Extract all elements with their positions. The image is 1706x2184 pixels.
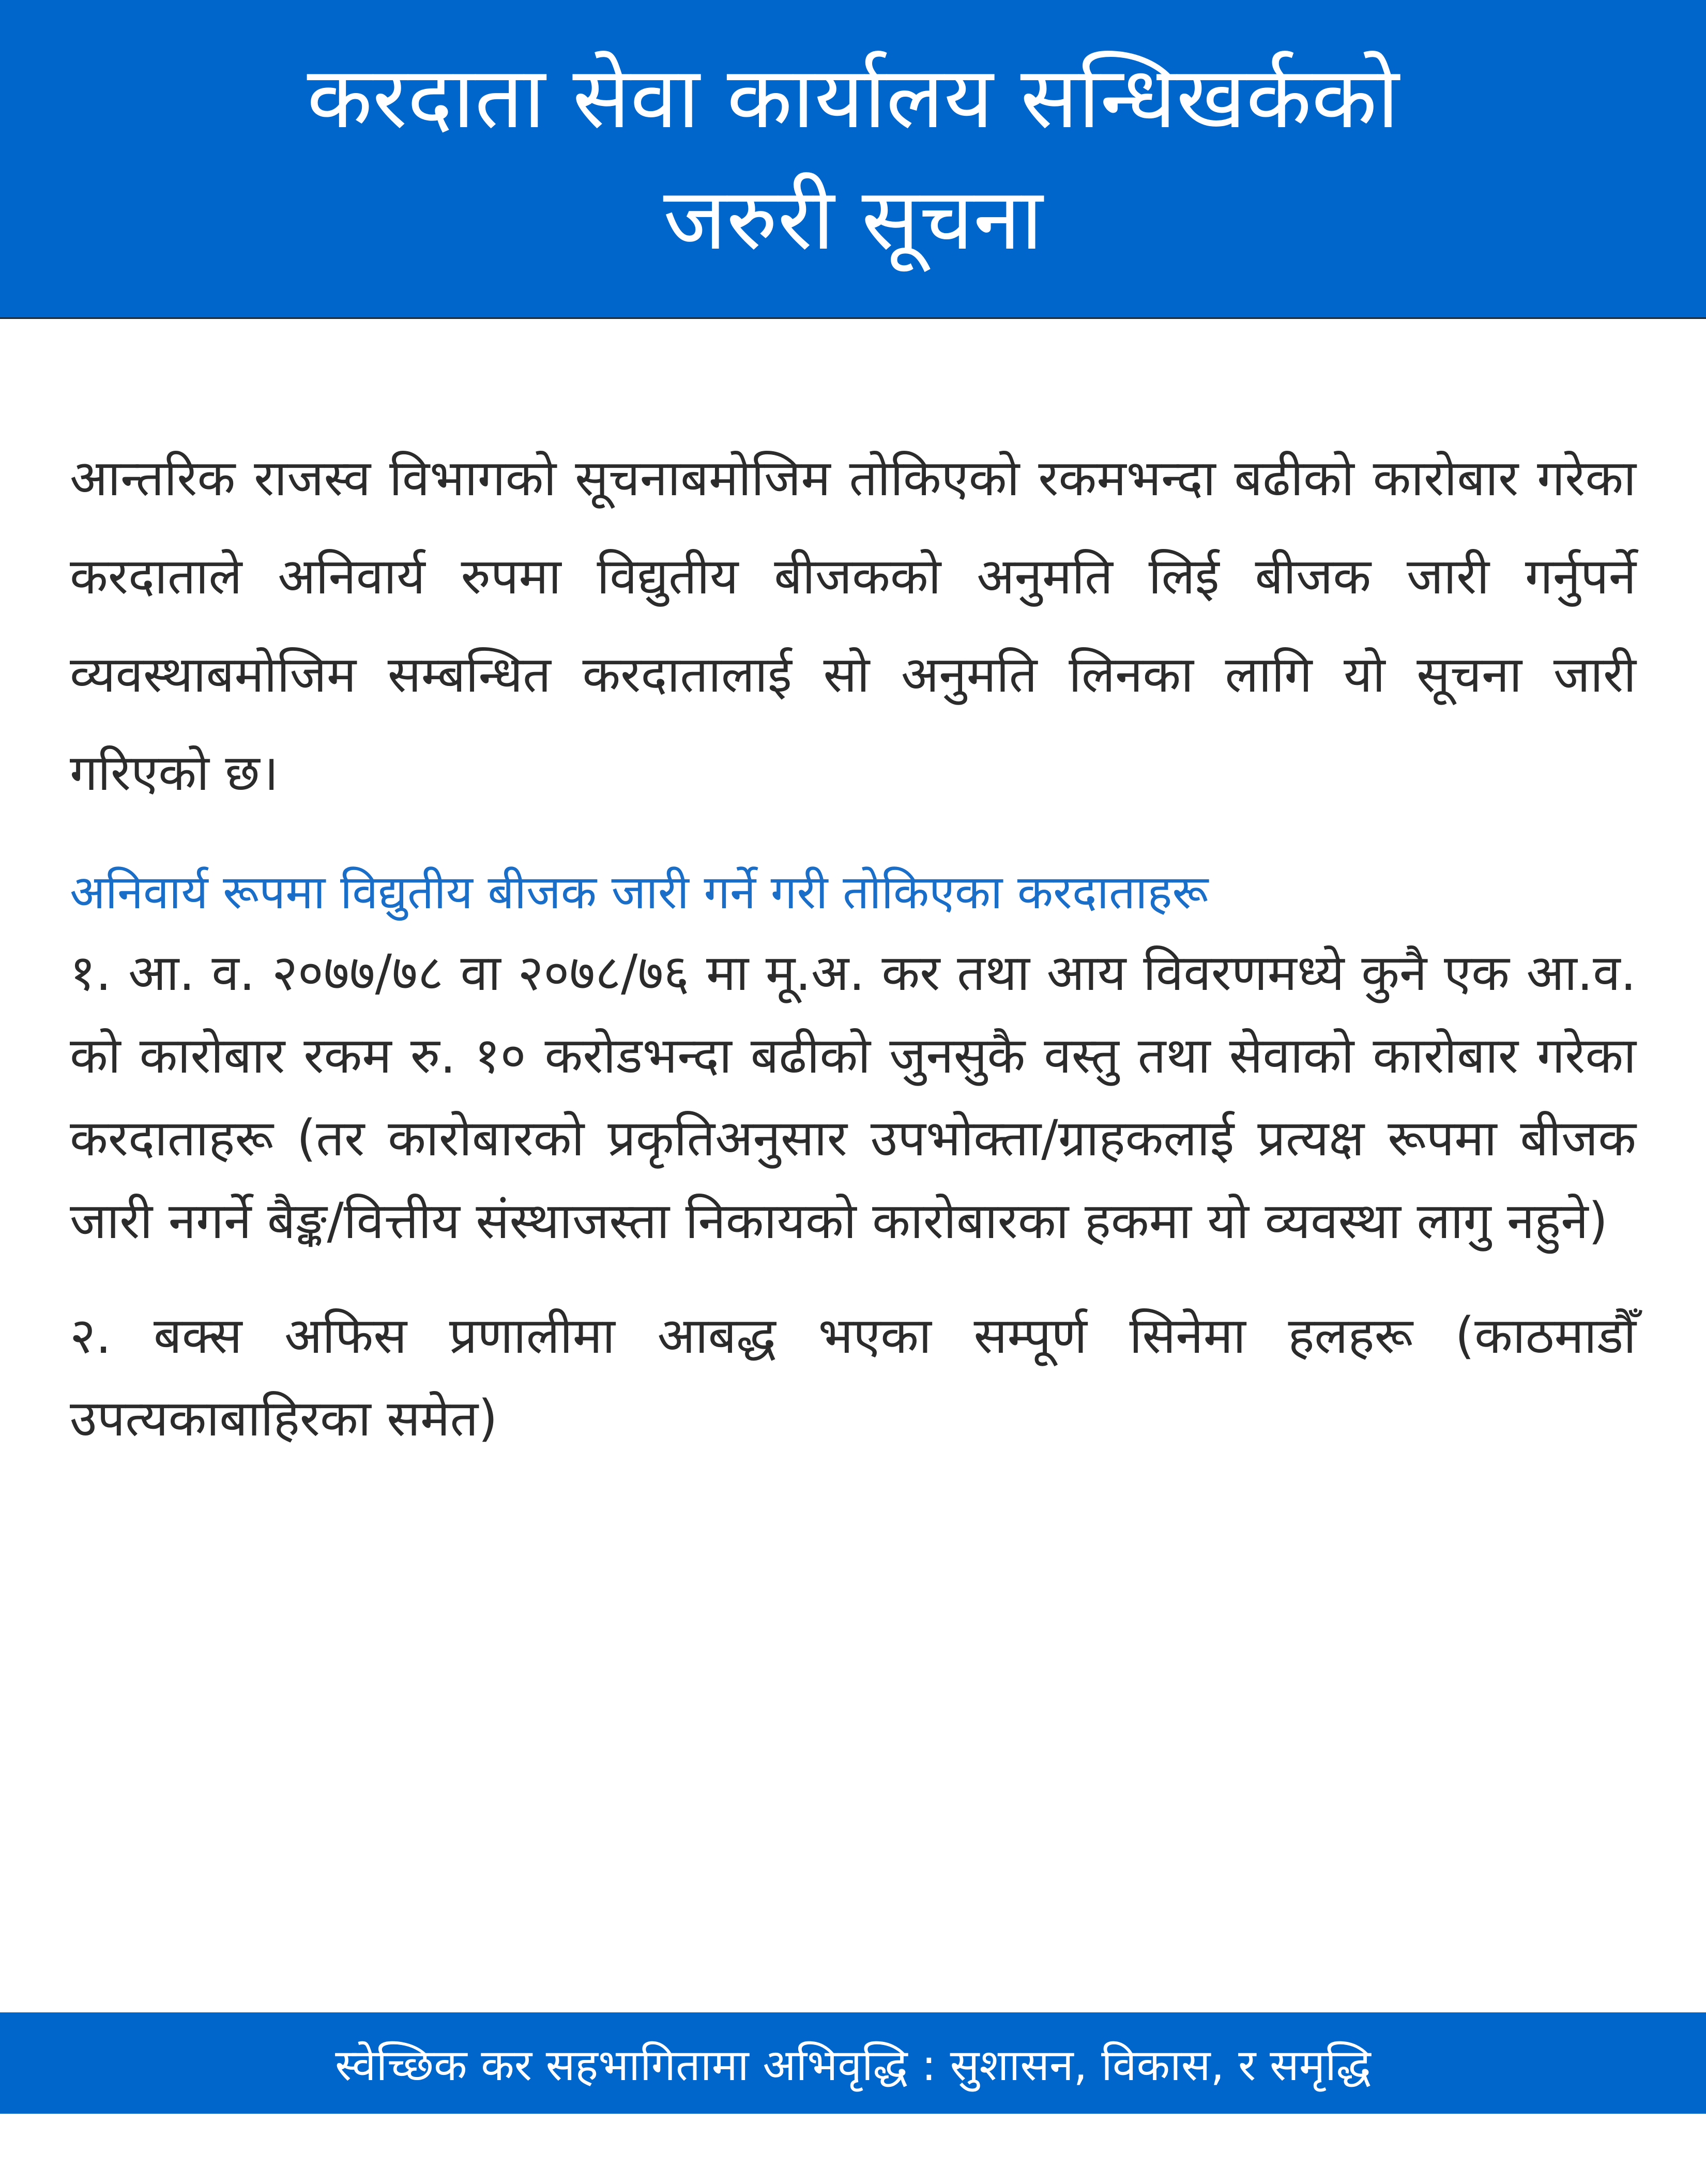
header-banner bbox=[0, 0, 1706, 319]
notice-body bbox=[70, 429, 1636, 1460]
list-item-2: २. बक्स अफिस प्रणालीमा आबद्ध भएका सम्पूर्ण सिनेमा हलहरू (काठमाडौँ उपत्यकाबाहिरका समेत) bbox=[70, 1307, 1636, 1447]
notice-title-line-2: जरुरी सूचना bbox=[663, 170, 1043, 269]
list-item-1: १. आ. व. २०७७/७८ वा २०७८/७६ मा मू.अ. कर तथा आय विवरणमध्ये कुनै एक आ.व. को कारोबार रकम रु. १० करोडभन्दा बढीको जुनसुकै वस्तु तथा सेवाको कारोबार गरेका करदाताहरू (तर कारोबारको प्रकृतिअनुसार उपभोक्ता/ग्राहकलाई प्रत्यक्ष रूपमा बीजक जारी नगर्ने बैङ्क/वित्तीय संस्थाजस्ता निकायको कारोबारका हकमा यो व्यवस्था लागु नहुने) bbox=[70, 944, 1636, 1250]
footer-banner bbox=[0, 2012, 1706, 2114]
intro-paragraph: आन्तरिक राजस्व विभागको सूचनाबमोजिम तोकिएको रकमभन्दा बढीको कारोबार गरेका करदाताले अनिवार्य रुपमा विद्युतीय बीजकको अनुमति लिई बीजक जारी गर्नुपर्ने व्यवस्थाबमोजिम सम्बन्धित करदातालाई सो अनुमति लिनका लागि यो सूचना जारी गरिएको छ। bbox=[70, 449, 1636, 802]
section-heading: अनिवार्य रूपमा विद्युतीय बीजक जारी गर्ने गरी तोकिएका करदाताहरू bbox=[70, 865, 1209, 920]
footer-slogan: स्वेच्छिक कर सहभागितामा अभिवृद्धि : सुशासन, विकास, र समृद्धि bbox=[335, 2039, 1371, 2090]
notice-title-line-1: करदाता सेवा कार्यालय सन्धिखर्कको bbox=[307, 48, 1399, 147]
